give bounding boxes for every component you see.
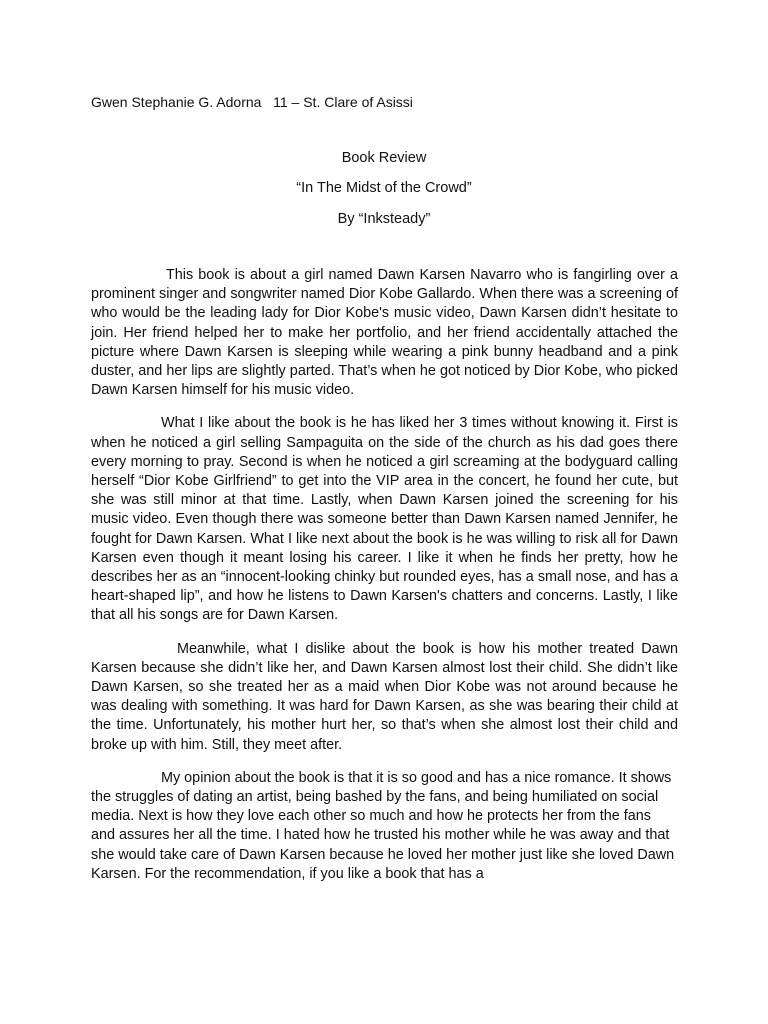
- book-author: By “Inksteady”: [337, 211, 431, 227]
- paragraph-opinion: My opinion about the book is that it is so good and has a nice romance. It shows the struggles of dating an artist, being bashed by the fans, and being humiliated on social media. Next is how they love each other so much and how he protects her from the fans and assures her all the time. I hated how he trusted his mother while he was away and that she would take care of Dawn Karsen because he loved her mother just like she loved Dawn Karsen. For the recommendation, if you like a book that has a: [91, 769, 675, 882]
- book-title: “In The Midst of the Crowd”: [296, 180, 472, 196]
- author-line: Gwen Stephanie G. Adorna 11 – St. Clare of Asissi: [91, 94, 413, 110]
- paragraph-dislikes: Meanwhile, what I dislike about the book is how his mother treated Dawn Karsen because she didn’t like her, and Dawn Karsen almost lost their child. She didn’t like Dawn Karsen, so she treated her as a maid when Dior Kobe was not around because he was dealing with something. It was hard for Dawn Karsen, as she was bearing their child at the time. Unfortunately, his mother hurt her, so that’s when she almost lost their child and broke up with him. Still, they meet after.: [91, 640, 678, 753]
- review-body: [91, 266, 678, 898]
- paragraph-likes: What I like about the book is he has liked her 3 times without knowing it. First is when he noticed a girl selling Sampaguita on the side of the church as his dad goes there every morning to pray. Second is when he noticed a girl screaming at the bodyguard calling herself “Dior Kobe Girlfriend” to get into the VIP area in the concert, he found her cute, but she was still minor at that time. Lastly, when Dawn Karsen joined the screening for his music video. Even though there was someone better than Dawn Karsen named Jennifer, he fought for Dawn Karsen. What I like next about the book is he was willing to risk all for Dawn Karsen even though it meant losing his career. I like it when he finds her pretty, how he describes her as an “innocent-looking chinky but rounded eyes, has a small nose, and has a heart-shaped lip”, and how he listens to Dawn Karsen's chatters and concerns. Lastly, I like that all his songs are for Dawn Karsen.: [91, 415, 678, 624]
- review-heading: Book Review: [341, 150, 427, 166]
- paragraph-summary: This book is about a girl named Dawn Karsen Navarro who is fangirling over a prominent singer and songwriter named Dior Kobe Gallardo. When there was a screening of who would be the leading lady for Dior Kobe's music video, Dawn Karsen didn’t hesitate to join. Her friend helped her to make her portfolio, and her friend accidentally attached the picture where Dawn Karsen is sleeping while wearing a pink bunny headband and a pink duster, and her lips are slightly parted. That’s when he got noticed by Dior Kobe, who picked Dawn Karsen himself for his music video.: [91, 267, 678, 399]
